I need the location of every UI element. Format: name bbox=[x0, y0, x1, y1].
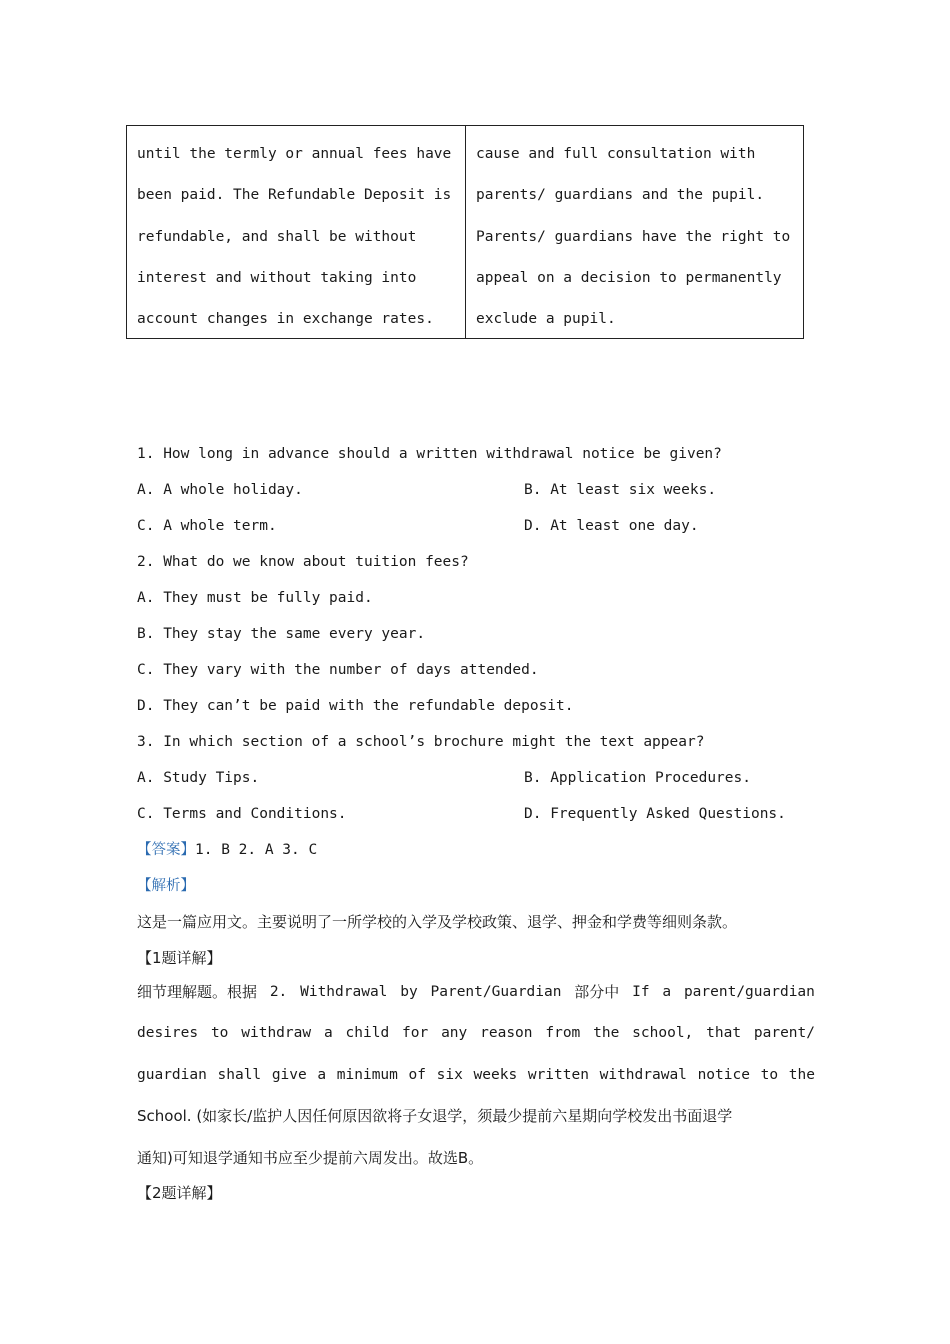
word: 部分中 bbox=[574, 983, 620, 1001]
answer-line bbox=[137, 840, 317, 860]
terms-table bbox=[126, 125, 804, 339]
word: Parent/Guardian bbox=[430, 984, 562, 1000]
word: parent/guardian bbox=[683, 984, 815, 1000]
word: notice bbox=[697, 1066, 750, 1083]
paragraph-line bbox=[137, 1055, 815, 1096]
question-3-option-a: A. Study Tips. bbox=[137, 770, 260, 786]
word: parent/ bbox=[753, 1025, 815, 1042]
word: 2. bbox=[269, 984, 288, 1000]
table-cell-right bbox=[466, 126, 803, 338]
paragraph-text: 通知)可知退学通知书应至少提前六周发出。故选B。 bbox=[137, 1149, 484, 1168]
question-2-option-a: A. They must be fully paid. bbox=[137, 590, 373, 606]
word: Withdrawal bbox=[300, 984, 388, 1000]
table-line: cause and full consultation with bbox=[476, 146, 756, 162]
table-line: Parents/ guardians have the right to bbox=[476, 228, 791, 245]
word: withdrawal bbox=[599, 1066, 687, 1083]
analysis-label: 【解析】 bbox=[137, 878, 195, 894]
table-line: until the termly or annual fees have bbox=[137, 146, 452, 162]
question-3-stem: 3. In which section of a school’s brochure might the text appear? bbox=[137, 734, 705, 750]
word: six bbox=[436, 1066, 463, 1083]
word: reason bbox=[480, 1025, 533, 1042]
question-1-stem: 1. How long in advance should a written withdrawal notice be given? bbox=[137, 446, 722, 462]
detail-2-label: 【2题详解】 bbox=[137, 1184, 222, 1202]
word: weeks bbox=[473, 1066, 518, 1083]
table-line: exclude a pupil. bbox=[476, 311, 616, 328]
question-1-option-c: C. A whole term. bbox=[137, 518, 277, 534]
word: minimum bbox=[336, 1066, 398, 1083]
word: to bbox=[760, 1066, 779, 1083]
paragraph-line bbox=[137, 1096, 815, 1138]
word: a bbox=[323, 1025, 333, 1042]
table-line: account changes in exchange rates. bbox=[137, 311, 434, 328]
word: of bbox=[408, 1066, 427, 1083]
question-3-option-d: D. Frequently Asked Questions. bbox=[524, 806, 786, 822]
paragraph-text: School. (如家长/监护人因任何原因欲将子女退学，须最少提前六星期向学校发出书面退学 bbox=[137, 1106, 733, 1125]
word: from bbox=[545, 1025, 581, 1042]
table-line: interest and without taking into bbox=[137, 269, 417, 286]
question-1-option-b: B. At least six weeks. bbox=[524, 482, 717, 498]
word: child bbox=[345, 1025, 390, 1042]
word: a bbox=[662, 984, 672, 1000]
question-1-option-d: D. At least one day. bbox=[524, 518, 699, 534]
word: for bbox=[402, 1025, 429, 1042]
table-line: refundable, and shall be without bbox=[137, 228, 417, 245]
paragraph-line bbox=[137, 1138, 815, 1180]
word: any bbox=[441, 1025, 468, 1042]
word: that bbox=[706, 1025, 742, 1042]
word: school, bbox=[632, 1025, 694, 1042]
table-line: parents/ guardians and the pupil. bbox=[476, 187, 765, 204]
word: If bbox=[632, 984, 650, 1000]
detail-1-paragraph bbox=[137, 972, 815, 1180]
word: desires bbox=[137, 1025, 199, 1042]
paragraph-line bbox=[137, 1013, 815, 1054]
question-2-option-c: C. They vary with the number of days attended. bbox=[137, 662, 539, 678]
word: give bbox=[271, 1066, 307, 1083]
detail-1-label: 【1题详解】 bbox=[137, 949, 222, 967]
question-3-option-c: C. Terms and Conditions. bbox=[137, 806, 347, 822]
word: a bbox=[317, 1066, 327, 1083]
table-line: appeal on a decision to permanently bbox=[476, 269, 782, 286]
paragraph-line bbox=[137, 972, 815, 1013]
table-line: been paid. The Refundable Deposit is bbox=[137, 187, 452, 204]
table-cell-left bbox=[127, 126, 466, 338]
word: the bbox=[788, 1066, 815, 1083]
analysis-summary: 这是一篇应用文。主要说明了一所学校的入学及学校政策、退学、押金和学费等细则条款。 bbox=[137, 913, 738, 931]
question-1-option-a: A. A whole holiday. bbox=[137, 482, 303, 498]
word: to bbox=[210, 1025, 229, 1042]
question-2-stem: 2. What do we know about tuition fees? bbox=[137, 554, 469, 570]
answer-text: 1. B 2. A 3. C bbox=[195, 842, 318, 858]
word: by bbox=[400, 984, 418, 1000]
word: 细节理解题。根据 bbox=[137, 983, 258, 1001]
word: guardian bbox=[137, 1066, 207, 1083]
question-3-option-b: B. Application Procedures. bbox=[524, 770, 751, 786]
word: the bbox=[593, 1025, 620, 1042]
word: shall bbox=[217, 1066, 262, 1083]
question-2-option-b: B. They stay the same every year. bbox=[137, 626, 426, 642]
word: written bbox=[527, 1066, 589, 1083]
question-2-option-d: D. They can’t be paid with the refundable deposit. bbox=[137, 698, 574, 714]
word: withdraw bbox=[241, 1025, 312, 1042]
answer-label: 【答案】 bbox=[137, 842, 195, 858]
